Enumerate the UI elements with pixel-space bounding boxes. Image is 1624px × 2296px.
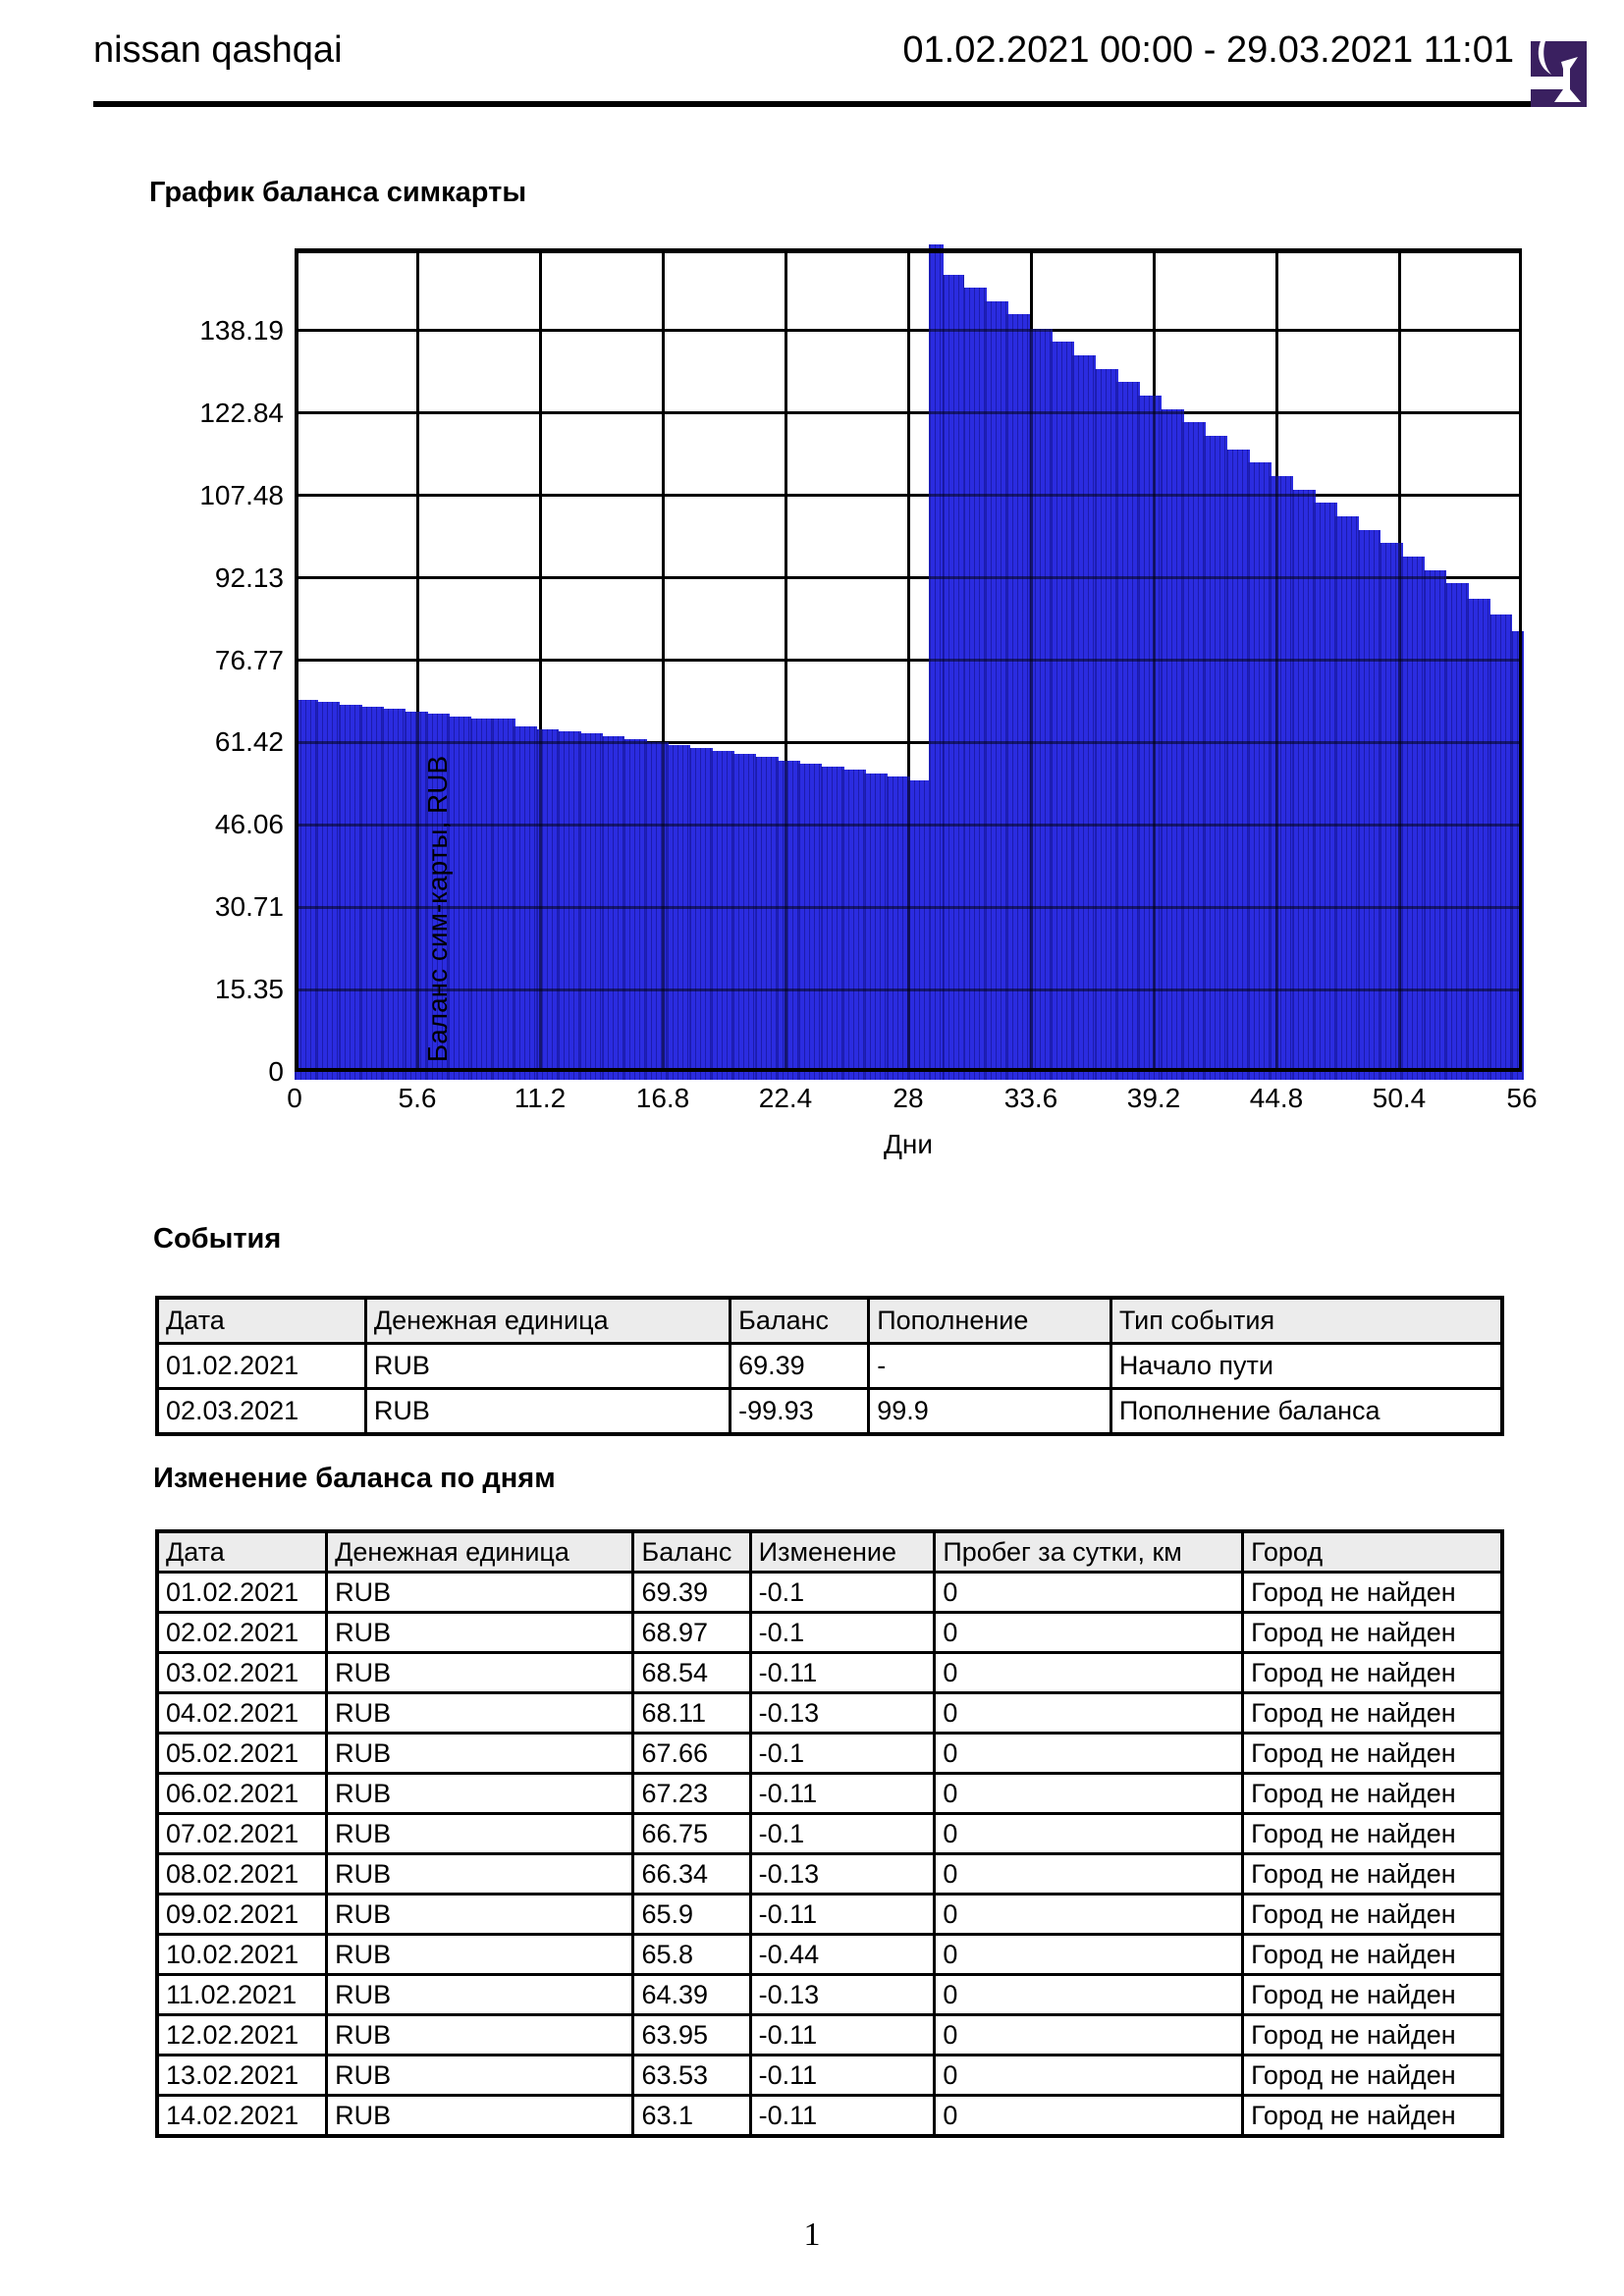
table-cell: RUB xyxy=(327,1774,633,1814)
table-row xyxy=(157,1693,1502,1734)
table-row xyxy=(157,1573,1502,1613)
table-row xyxy=(157,1734,1502,1774)
events-table xyxy=(155,1296,1504,1436)
table-cell: Город не найден xyxy=(1243,1814,1502,1854)
table-cell: 0 xyxy=(935,1734,1243,1774)
header-cell: Пробег за сутки, км xyxy=(935,1531,1243,1573)
table-cell: 01.02.2021 xyxy=(157,1344,365,1389)
header-cell: Дата xyxy=(157,1298,365,1344)
table-cell: 0 xyxy=(935,1854,1243,1895)
y-tick-label: 30.71 xyxy=(214,891,284,923)
table-cell: RUB xyxy=(327,2015,633,2056)
table-cell: Пополнение баланса xyxy=(1110,1389,1502,1435)
table-cell: Город не найден xyxy=(1243,2015,1502,2056)
table-cell: RUB xyxy=(327,1573,633,1613)
table-cell: -0.11 xyxy=(750,1895,935,1935)
table-cell: RUB xyxy=(327,1895,633,1935)
table-cell: Город не найден xyxy=(1243,1935,1502,1975)
table-cell: 69.39 xyxy=(731,1344,869,1389)
header-cell: Денежная единица xyxy=(327,1531,633,1573)
daily-balance-table xyxy=(155,1529,1504,2138)
table-cell: RUB xyxy=(327,1653,633,1693)
table-cell: RUB xyxy=(327,1734,633,1774)
table-cell: Город не найден xyxy=(1243,1734,1502,1774)
table-cell: -99.93 xyxy=(731,1389,869,1435)
table-cell: -0.13 xyxy=(750,1975,935,2015)
brand-logo xyxy=(1531,41,1587,107)
table-cell: 0 xyxy=(935,1693,1243,1734)
table-row xyxy=(157,1389,1502,1435)
x-tick-label: 56 xyxy=(1506,1083,1538,1113)
table-cell: 08.02.2021 xyxy=(157,1854,327,1895)
x-tick-label: 39.2 xyxy=(1126,1083,1181,1113)
header-cell: Баланс xyxy=(633,1531,750,1573)
table-cell: 11.02.2021 xyxy=(157,1975,327,2015)
table-cell: 65.8 xyxy=(633,1935,750,1975)
header-cell: Изменение xyxy=(750,1531,935,1573)
table-row xyxy=(157,1774,1502,1814)
table-cell: Город не найден xyxy=(1243,1693,1502,1734)
table-cell: -0.44 xyxy=(750,1935,935,1975)
table-cell: 03.02.2021 xyxy=(157,1653,327,1693)
table-cell: 63.53 xyxy=(633,2056,750,2096)
table-cell: 02.03.2021 xyxy=(157,1389,365,1435)
table-cell: -0.11 xyxy=(750,2056,935,2096)
events-section-title: События xyxy=(153,1223,282,1255)
y-axis-title: Баланс сим-карты, RUB xyxy=(422,755,453,1063)
table-cell: 67.23 xyxy=(633,1774,750,1814)
table-row xyxy=(157,1975,1502,2015)
header-cell: Денежная единица xyxy=(365,1298,730,1344)
table-cell: 0 xyxy=(935,1975,1243,2015)
table-cell: 04.02.2021 xyxy=(157,1693,327,1734)
table-cell: 0 xyxy=(935,1653,1243,1693)
table-cell: 68.97 xyxy=(633,1613,750,1653)
table-cell: 99.9 xyxy=(869,1389,1111,1435)
table-cell: 0 xyxy=(935,1613,1243,1653)
table-cell: 07.02.2021 xyxy=(157,1814,327,1854)
table-cell: RUB xyxy=(365,1389,730,1435)
table-cell: 0 xyxy=(935,1895,1243,1935)
table-cell: 66.75 xyxy=(633,1814,750,1854)
x-tick-label: 16.8 xyxy=(635,1083,690,1113)
x-tick-label: 50.4 xyxy=(1372,1083,1427,1113)
daily-section-title: Изменение баланса по дням xyxy=(153,1463,556,1494)
table-cell: RUB xyxy=(327,1693,633,1734)
table-cell: RUB xyxy=(327,1854,633,1895)
table-cell: 68.54 xyxy=(633,1653,750,1693)
table-cell: 0 xyxy=(935,1814,1243,1854)
logo-bar-icon xyxy=(1531,77,1566,89)
table-cell: 63.95 xyxy=(633,2015,750,2056)
header-cell: Дата xyxy=(157,1531,327,1573)
header-divider xyxy=(93,101,1531,107)
table-cell: Город не найден xyxy=(1243,1774,1502,1814)
chart-title: График баланса симкарты xyxy=(149,177,527,208)
header-cell: Город xyxy=(1243,1531,1502,1573)
table-row xyxy=(157,1653,1502,1693)
table-row xyxy=(157,1854,1502,1895)
x-tick-label: 5.6 xyxy=(398,1083,437,1113)
y-tick-label: 61.42 xyxy=(214,726,284,758)
table-cell: 67.66 xyxy=(633,1734,750,1774)
y-tick-label: 92.13 xyxy=(214,561,284,593)
table-row xyxy=(157,2056,1502,2096)
table-row xyxy=(157,1344,1502,1389)
table-cell: 0 xyxy=(935,1573,1243,1613)
table-cell: 10.02.2021 xyxy=(157,1935,327,1975)
y-tick-label: 107.48 xyxy=(199,479,284,510)
table-cell: -0.13 xyxy=(750,1854,935,1895)
table-row xyxy=(157,2015,1502,2056)
table-row xyxy=(157,1895,1502,1935)
table-cell: Город не найден xyxy=(1243,2096,1502,2137)
page-number: 1 xyxy=(803,2216,821,2253)
y-tick-label: 46.06 xyxy=(214,809,284,840)
table-cell: 01.02.2021 xyxy=(157,1573,327,1613)
x-axis-ticks xyxy=(287,1083,1538,1122)
table-cell: Город не найден xyxy=(1243,1854,1502,1895)
table-cell: - xyxy=(869,1344,1111,1389)
table-cell: 69.39 xyxy=(633,1573,750,1613)
x-tick-label: 0 xyxy=(287,1083,302,1113)
y-tick-label: 0 xyxy=(268,1056,284,1087)
table-cell: RUB xyxy=(327,2056,633,2096)
table-cell: 09.02.2021 xyxy=(157,1895,327,1935)
vehicle-title: nissan qashqai xyxy=(93,29,343,71)
table-cell: RUB xyxy=(327,1975,633,2015)
table-cell: -0.1 xyxy=(750,1573,935,1613)
table-cell: RUB xyxy=(327,1935,633,1975)
table-header-row xyxy=(157,1298,1502,1344)
table-cell: 66.34 xyxy=(633,1854,750,1895)
table-row xyxy=(157,1935,1502,1975)
x-tick-label: 33.6 xyxy=(1003,1083,1058,1113)
table-cell: Город не найден xyxy=(1243,1975,1502,2015)
table-cell: 65.9 xyxy=(633,1895,750,1935)
x-tick-label: 22.4 xyxy=(758,1083,813,1113)
table-row xyxy=(157,2096,1502,2137)
table-cell: -0.11 xyxy=(750,2096,935,2137)
table-cell: Начало пути xyxy=(1110,1344,1502,1389)
x-tick-label: 44.8 xyxy=(1249,1083,1304,1113)
table-cell: 13.02.2021 xyxy=(157,2056,327,2096)
chart-frame xyxy=(295,248,1522,1072)
table-cell: 05.02.2021 xyxy=(157,1734,327,1774)
table-cell: -0.13 xyxy=(750,1693,935,1734)
header-cell: Тип события xyxy=(1110,1298,1502,1344)
table-row xyxy=(157,1613,1502,1653)
table-cell: -0.11 xyxy=(750,1653,935,1693)
table-cell: -0.1 xyxy=(750,1814,935,1854)
x-tick-label: 28 xyxy=(893,1083,924,1113)
table-cell: -0.11 xyxy=(750,1774,935,1814)
x-axis-title: Дни xyxy=(883,1129,934,1159)
table-cell: RUB xyxy=(327,1613,633,1653)
table-cell: RUB xyxy=(327,2096,633,2137)
table-cell: RUB xyxy=(365,1344,730,1389)
report-period: 01.02.2021 00:00 - 29.03.2021 11:01 xyxy=(902,29,1514,71)
y-axis-ticks xyxy=(98,248,289,1087)
table-cell: 63.1 xyxy=(633,2096,750,2137)
table-cell: RUB xyxy=(327,1814,633,1854)
table-cell: 0 xyxy=(935,1935,1243,1975)
table-cell: 06.02.2021 xyxy=(157,1774,327,1814)
table-row xyxy=(157,1814,1502,1854)
table-cell: 0 xyxy=(935,2056,1243,2096)
header-cell: Пополнение xyxy=(869,1298,1111,1344)
table-cell: 0 xyxy=(935,1774,1243,1814)
table-cell: Город не найден xyxy=(1243,2056,1502,2096)
table-cell: 0 xyxy=(935,2096,1243,2137)
table-cell: Город не найден xyxy=(1243,1895,1502,1935)
table-cell: 0 xyxy=(935,2015,1243,2056)
header-cell: Баланс xyxy=(731,1298,869,1344)
table-cell: 64.39 xyxy=(633,1975,750,2015)
table-header-row xyxy=(157,1531,1502,1573)
y-tick-label: 15.35 xyxy=(214,974,284,1005)
table-cell: 14.02.2021 xyxy=(157,2096,327,2137)
table-cell: Город не найден xyxy=(1243,1653,1502,1693)
y-tick-label: 138.19 xyxy=(199,314,284,346)
table-cell: 68.11 xyxy=(633,1693,750,1734)
table-cell: 02.02.2021 xyxy=(157,1613,327,1653)
table-cell: Город не найден xyxy=(1243,1613,1502,1653)
balance-chart xyxy=(295,248,1522,1072)
table-cell: -0.1 xyxy=(750,1613,935,1653)
table-cell: -0.1 xyxy=(750,1734,935,1774)
table-cell: -0.11 xyxy=(750,2015,935,2056)
table-cell: Город не найден xyxy=(1243,1573,1502,1613)
x-tick-label: 11.2 xyxy=(514,1083,567,1113)
table-cell: 12.02.2021 xyxy=(157,2015,327,2056)
y-tick-label: 76.77 xyxy=(214,644,284,675)
y-tick-label: 122.84 xyxy=(199,397,284,428)
